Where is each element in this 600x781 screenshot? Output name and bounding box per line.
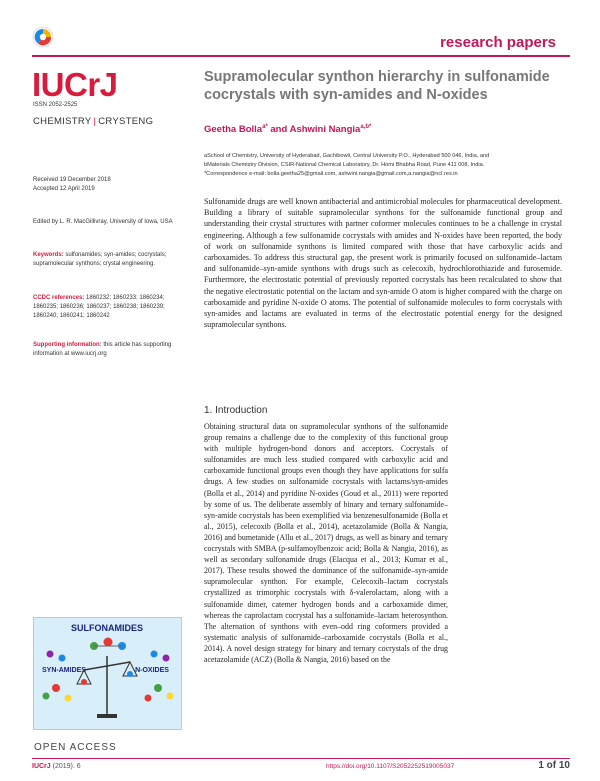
affiliation-a: aSchool of Chemistry, University of Hyderabad, Gachibowli, Central University P.O., Hyderabad 500 046, India, and bbox=[204, 153, 490, 159]
ccdc-references bbox=[33, 294, 183, 321]
graphic-title: SULFONAMIDES bbox=[71, 623, 143, 633]
article-title: Supramolecular synthon hierarchy in sulfonamide cocrystals with syn-amides and N-oxides bbox=[204, 69, 550, 103]
footer-doi-link[interactable]: https://doi.org/10.1107/S2052252519005037 bbox=[326, 763, 455, 770]
abstract: Sulfonamide drugs are well known antibacterial and antimicrobial molecules for pharmaceutical development. Building a library of suitable supramolecular synthons for the sulfonamide functional group and understanding their crystal structures with partner coformer molecules continues to be a challenge in crystal engineering. Although a few sulfonamide cocrystals with amides and N-oxides have been reported, the body of work on sulfonamide synthons is limited compared with those that have carboxylic acids and carboxamides. To address this structural gap, the present work is primarily focused on sulfonamide–lactam and sulfonamide–syn-amide synthons with drugs such as celecoxib, hydrochlorothiazide and furosemide. Furthermore, the electrostatic potential of previously reported cocrystals has been recalculated to show that the negative electrostatic potential on the lactam and syn-amide O atom is higher compared with the charge on carboxamide and pyridine N-oxide O atoms. The potential of sulfonamide molecules to form cocrystals with syn-amides and lactams are evaluated in terms of the electrostatic potential energy for the designed supramolecular synthons. bbox=[204, 197, 562, 330]
open-access-label: OPEN ACCESS bbox=[34, 742, 117, 753]
ccdc-label: CCDC references: bbox=[33, 295, 85, 301]
issn: ISSN 2052-2525 bbox=[33, 102, 78, 108]
authors-and: and bbox=[270, 124, 288, 136]
author-2[interactable]: Ashwini Nangia bbox=[289, 124, 361, 136]
footer-journal-name: IUCrJ bbox=[32, 763, 51, 770]
supporting-information bbox=[33, 341, 183, 359]
footer-rule bbox=[32, 758, 570, 759]
check-for-updates-icon[interactable] bbox=[32, 26, 54, 48]
top-rule bbox=[32, 55, 570, 57]
received-date: Received 19 December 2018 bbox=[33, 177, 111, 183]
chemistry-label: CHEMISTRY bbox=[33, 116, 92, 127]
graphical-abstract bbox=[33, 617, 182, 730]
correspondence[interactable]: *Correspondence e-mail: bolla.geetha25@gmail.com, ashwini.nangia@gmail.com,a.nangia@ncl.res.in bbox=[204, 171, 458, 177]
author-1-affil: a* bbox=[262, 124, 268, 130]
graphic-left-label: SYN-AMIDES bbox=[42, 667, 86, 674]
keywords-text: sulfonamides; syn-amides; cocrystals; supramolecular synthons; crystal engineering. bbox=[33, 252, 167, 267]
crysteng-label: CRYSTENG bbox=[98, 116, 154, 127]
footer-year-volume: (2019). 6 bbox=[52, 763, 81, 770]
author-2-affil: a,b* bbox=[360, 124, 372, 130]
introduction-body: Obtaining structural data on supramolecular synthons of the sulfonamide group remains a challenge due to the complexity of this functional group with multiple hydrogen-bond donors and acceptors. Cocrystals of sulfonamides are much less studied compared with carboxylic acid and carboxamide functional groups even though they have applications for sulfa drugs. A few studies on sulfonamide cocrystals with lactams/syn-amides (Bolla et al., 2014) and pyridine N-oxides (Goud et al., 2011) were reported by some of us. The deliberate assembly of binary and ternary sulfonamide–syn-amide cocrystals has been exemplified via benzenesulfonamide (Bolla et al., 2015), celecoxib (Bolla et al., 2014), acetazolamide (Bolla & Nangia, 2016) and bumetanide (Allu et al., 2017) drugs, as well as binary and ternary cocrystals with SMBA (p-sulfamoylbenzoic acid; Bolla & Nangia, 2016), as well as secondary sulfonamide drugs (Elacqua et al., 2013; Kumar et al., 2017). These results showed the dominance of the sulfonamide–syn-amide supramolecular synthon. For example, Celecoxib–lactam cocrystals crystallized as trimorphic cocrystals with δ-valerolactam, along with a sulfonamide dimer, catemer hydrogen bonds and a carboxamide dimer, whereas the caprolactam cocrystal has a sulfonamide–lactam heterosynthon. The alternation of synthons with even–odd ring coformers provided a systematic analysis of sulfonamide–carboxamide cocrystals (Bolla et al., 2014). A novel design strategy for binary and ternary cocrystals of the drug acetazolamide (ACZ) (Bolla & Nangia, 2016) based on the bbox=[204, 422, 448, 664]
accepted-date: Accepted 12 April 2019 bbox=[33, 186, 95, 192]
affiliation-b: bMaterials Chemistry Division, CSIR-National Chemical Laboratory, Dr. Homi Bhabha Road, Pune 411 008, India. bbox=[204, 162, 485, 168]
supporting-text[interactable]: this article has supporting information at www.iucrj.org bbox=[33, 342, 172, 357]
page-number: 1 of 10 bbox=[538, 760, 570, 771]
supporting-label: Supporting information: bbox=[33, 342, 102, 348]
chemistry-crysteng-label: CHEMISTRY | CRYSTENG bbox=[33, 116, 154, 127]
ccdc-text: 1860232; 1860233; 1860234; 1860235; 1860236; 1860237; 1860238; 1860239; 1860240; 1860241; 1860242 bbox=[33, 295, 165, 319]
keywords bbox=[33, 251, 183, 269]
graphic-right-label: N-OXIDES bbox=[135, 667, 169, 674]
keywords-label: Keywords: bbox=[33, 252, 64, 258]
introduction-heading: 1. Introduction bbox=[204, 405, 268, 416]
authors bbox=[204, 124, 371, 135]
author-1[interactable]: Geetha Bolla bbox=[204, 124, 263, 136]
edited-by: Edited by L. R. MacGillivray, University of Iowa, USA bbox=[33, 219, 173, 225]
journal-logo[interactable]: IUCrJ bbox=[32, 66, 118, 103]
section-label: research papers bbox=[440, 34, 556, 51]
footer-citation bbox=[32, 763, 81, 770]
